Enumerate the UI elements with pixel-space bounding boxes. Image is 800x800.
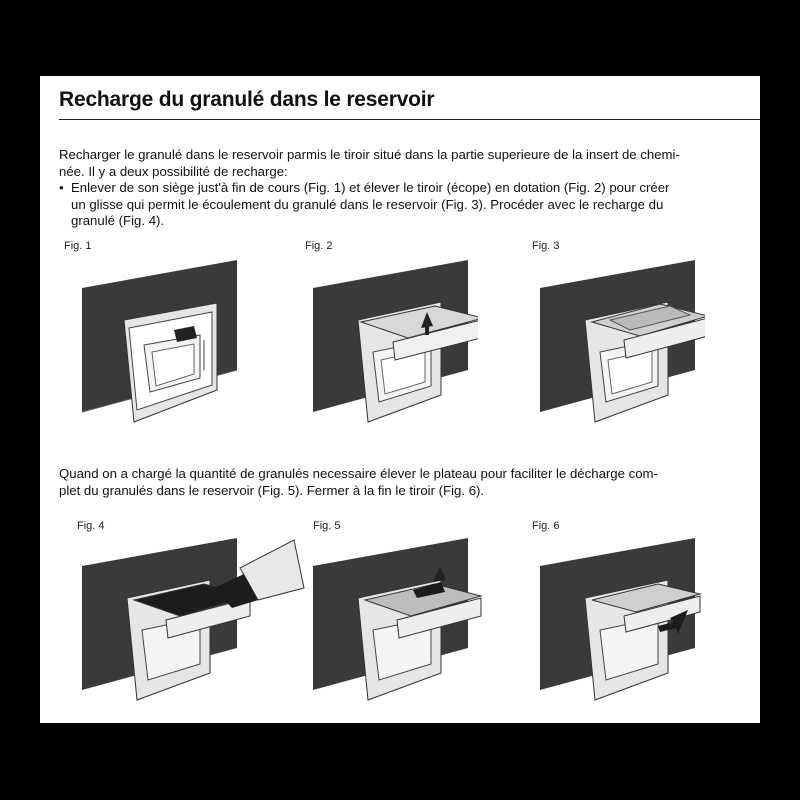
page-title: Recharge du granulé dans le reservoir — [59, 88, 435, 111]
fig-6-illustration — [540, 538, 715, 708]
fig-5-illustration — [313, 538, 488, 708]
fig-4-label: Fig. 4 — [77, 520, 105, 532]
fig-1-illustration — [82, 260, 247, 435]
manual-page — [40, 76, 760, 723]
bullet-line-1: Enlever de son siège just'à fin de cours (Fig. 1) et élever le tiroir (écope) en dotation (Fig. 2) pour créer — [71, 180, 670, 195]
intro-paragraph — [59, 147, 756, 230]
fig-3-illustration — [540, 260, 705, 435]
bullet-item — [59, 180, 756, 230]
title-divider — [59, 119, 760, 120]
middle-line-1: Quand on a chargé la quantité de granulés necessaire élever le plateau pour faciliter le décharge com- — [59, 466, 658, 481]
fig-1-label: Fig. 1 — [64, 240, 92, 252]
middle-paragraph — [59, 466, 756, 499]
bullet-line-2: un glisse qui permit le écoulement du granulé dans le reservoir (Fig. 3). Procéder avec le recharge du — [71, 196, 664, 212]
intro-line-1: Recharger le granulé dans le reservoir parmis le tiroir situé dans la partie superieure de la insert de chemi- — [59, 147, 680, 162]
fig-2-label: Fig. 2 — [305, 240, 333, 252]
middle-line-2: plet du granulés dans le reservoir (Fig. 5). Fermer à la fin le tiroir (Fig. 6). — [59, 482, 485, 498]
fig-6-label: Fig. 6 — [532, 520, 560, 532]
fig-3-label: Fig. 3 — [532, 240, 560, 252]
bullet-line-3: granulé (Fig. 4). — [71, 213, 165, 228]
fig-2-illustration — [313, 260, 478, 435]
fig-5-label: Fig. 5 — [313, 520, 341, 532]
fig-4-illustration — [82, 538, 307, 708]
intro-line-2: née. Il y a deux possibilité de recharge: — [59, 163, 288, 179]
bullet-symbol: • — [59, 180, 64, 195]
